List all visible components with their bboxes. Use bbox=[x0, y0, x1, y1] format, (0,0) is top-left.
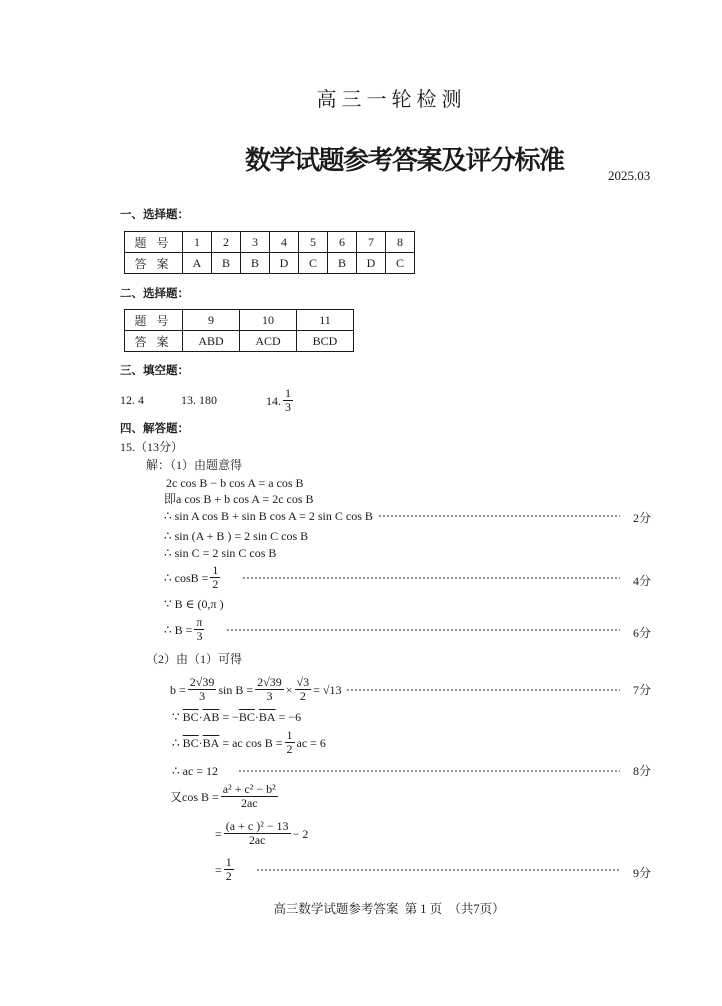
row-label: 题号 bbox=[125, 310, 183, 331]
score: 2分 bbox=[633, 511, 652, 525]
section-heading-1: 一、选择题： bbox=[120, 207, 189, 221]
cell: A bbox=[183, 253, 212, 274]
text: ∴ bbox=[172, 735, 180, 750]
part2-intro: （2）由（1）可得 bbox=[146, 652, 243, 666]
step bbox=[170, 676, 620, 703]
step bbox=[170, 783, 280, 810]
denominator: 2ac bbox=[240, 796, 258, 810]
text: = bbox=[215, 826, 222, 841]
table-row-answers bbox=[125, 253, 415, 274]
fraction bbox=[221, 783, 278, 810]
step bbox=[164, 616, 620, 643]
dot-leader bbox=[378, 515, 620, 517]
exam-subtitle: 高 三 一 轮 检 测 bbox=[316, 89, 462, 111]
exam-date: 2025.03 bbox=[608, 168, 651, 183]
fraction bbox=[210, 564, 220, 591]
row-label: 题号 bbox=[125, 232, 183, 253]
vector: $\overline{BC}$ bbox=[182, 710, 199, 724]
step: ∴ sin (A + B ) = 2 sin C cos B bbox=[164, 529, 309, 543]
score: 9分 bbox=[633, 866, 652, 880]
section-heading-2: 二、选择题： bbox=[120, 286, 189, 300]
table-row-answers bbox=[125, 331, 354, 352]
step bbox=[172, 764, 620, 778]
text: · bbox=[198, 710, 203, 724]
text: · bbox=[254, 710, 259, 724]
label: 14. bbox=[266, 393, 281, 408]
numerator: 1 bbox=[286, 728, 293, 742]
vector: $\overline{BA}$ bbox=[202, 735, 220, 750]
cell: D bbox=[270, 253, 299, 274]
numerator: 2√39 bbox=[257, 675, 282, 689]
table-row-numbers bbox=[125, 232, 415, 253]
fraction bbox=[224, 820, 291, 847]
score: 7分 bbox=[633, 683, 652, 697]
fill-answer-14 bbox=[266, 387, 295, 414]
text: 又cos B = bbox=[170, 789, 219, 804]
text: ac = 6 bbox=[296, 735, 326, 750]
text: = −6 bbox=[278, 710, 302, 724]
cell: ABD bbox=[183, 331, 240, 352]
cell: 10 bbox=[240, 310, 297, 331]
step: ∵ B ∈ (0,π ) bbox=[164, 597, 224, 611]
answer-table-1 bbox=[124, 231, 415, 274]
dot-leader bbox=[256, 869, 620, 871]
numerator: 1 bbox=[225, 855, 232, 869]
text: ∵ bbox=[172, 710, 180, 724]
text: = ac cos B = bbox=[222, 735, 283, 750]
step: 2c cos B − b cos A = a cos B bbox=[166, 476, 304, 490]
question-15-title: 15.（13分） bbox=[120, 440, 184, 454]
text: ∴ B = bbox=[164, 622, 193, 637]
row-label: 答案 bbox=[125, 331, 183, 352]
denominator: 3 bbox=[196, 629, 203, 643]
row-label: 答案 bbox=[125, 253, 183, 274]
text: = − bbox=[222, 710, 239, 724]
step bbox=[172, 729, 326, 756]
vector: $\overline{BA}$ bbox=[258, 710, 276, 724]
cell: ACD bbox=[240, 331, 297, 352]
fraction bbox=[283, 387, 293, 414]
cell: 2 bbox=[212, 232, 241, 253]
cell: 5 bbox=[299, 232, 328, 253]
vector: $\overline{BC}$ bbox=[182, 735, 199, 750]
cell: 6 bbox=[328, 232, 357, 253]
cell: 8 bbox=[386, 232, 415, 253]
step bbox=[215, 820, 308, 847]
cell: C bbox=[299, 253, 328, 274]
table-row-numbers bbox=[125, 310, 354, 331]
text: ∴ sin A cos B + sin B cos A = 2 sin C cos B bbox=[164, 509, 373, 523]
fill-answer-12: 12. 4 bbox=[120, 393, 144, 407]
text: · bbox=[198, 735, 203, 750]
numerator: (a + c )² − 13 bbox=[225, 819, 289, 833]
part1-intro: 解：（1）由题意得 bbox=[146, 458, 243, 472]
step: ∴ sin C = 2 sin C cos B bbox=[164, 546, 277, 560]
cell: 4 bbox=[270, 232, 299, 253]
denominator: 2 bbox=[299, 689, 306, 703]
text: ∴ ac = 12 bbox=[172, 764, 219, 778]
answer-table-2 bbox=[124, 309, 354, 352]
dot-leader bbox=[226, 629, 620, 631]
cell: B bbox=[241, 253, 270, 274]
section-heading-4: 四、解答题： bbox=[120, 421, 189, 435]
cell: B bbox=[328, 253, 357, 274]
text: b = bbox=[170, 682, 186, 697]
vector: $\overline{AB}$ bbox=[202, 710, 220, 724]
text: × bbox=[285, 682, 293, 697]
step bbox=[215, 856, 620, 883]
dot-leader bbox=[242, 577, 620, 579]
fill-answer-13: 13. 180 bbox=[181, 393, 217, 407]
denominator: 2 bbox=[225, 869, 232, 883]
cell: 3 bbox=[241, 232, 270, 253]
step bbox=[172, 710, 301, 724]
text: = bbox=[215, 862, 222, 877]
section-heading-3: 三、填空题： bbox=[120, 363, 189, 377]
cell: C bbox=[386, 253, 415, 274]
text: − 2 bbox=[292, 826, 309, 841]
score: 8分 bbox=[633, 764, 652, 778]
fraction bbox=[285, 729, 295, 756]
step bbox=[164, 509, 620, 523]
step: 即a cos B + b cos A = 2c cos B bbox=[164, 492, 314, 506]
denominator: 3 bbox=[199, 689, 206, 703]
score: 4分 bbox=[633, 574, 652, 588]
page-title: 数学试题参考答案及评分标准 bbox=[245, 146, 564, 176]
cell: BCD bbox=[297, 331, 354, 352]
numerator: 1 bbox=[285, 386, 291, 400]
fraction bbox=[194, 616, 204, 643]
denominator: 2 bbox=[286, 742, 293, 756]
dot-leader bbox=[346, 689, 620, 691]
fraction bbox=[255, 676, 284, 703]
vector: $\overline{BC}$ bbox=[238, 710, 255, 724]
text: sin B = bbox=[218, 682, 254, 697]
denominator: 3 bbox=[285, 400, 291, 414]
cell: D bbox=[357, 253, 386, 274]
cell: 1 bbox=[183, 232, 212, 253]
cell: 7 bbox=[357, 232, 386, 253]
cell: B bbox=[212, 253, 241, 274]
cell: 11 bbox=[297, 310, 354, 331]
dot-leader bbox=[238, 770, 620, 772]
text: = √13 bbox=[313, 682, 342, 697]
numerator: a² + c² − b² bbox=[222, 782, 276, 796]
denominator: 2ac bbox=[248, 833, 266, 847]
denominator: 2 bbox=[212, 577, 219, 591]
score: 6分 bbox=[633, 626, 652, 640]
fraction bbox=[224, 856, 234, 883]
fraction bbox=[188, 676, 217, 703]
cell: 9 bbox=[183, 310, 240, 331]
fraction bbox=[295, 676, 312, 703]
numerator: 2√39 bbox=[189, 675, 215, 689]
numerator: 1 bbox=[212, 563, 219, 577]
denominator: 3 bbox=[266, 689, 273, 703]
numerator: √3 bbox=[296, 675, 310, 689]
text: ∴ cosB = bbox=[164, 570, 209, 585]
step bbox=[164, 564, 620, 591]
numerator: π bbox=[196, 615, 203, 629]
page-footer: 高三数学试题参考答案 第 1 页 （共7页） bbox=[273, 902, 505, 916]
